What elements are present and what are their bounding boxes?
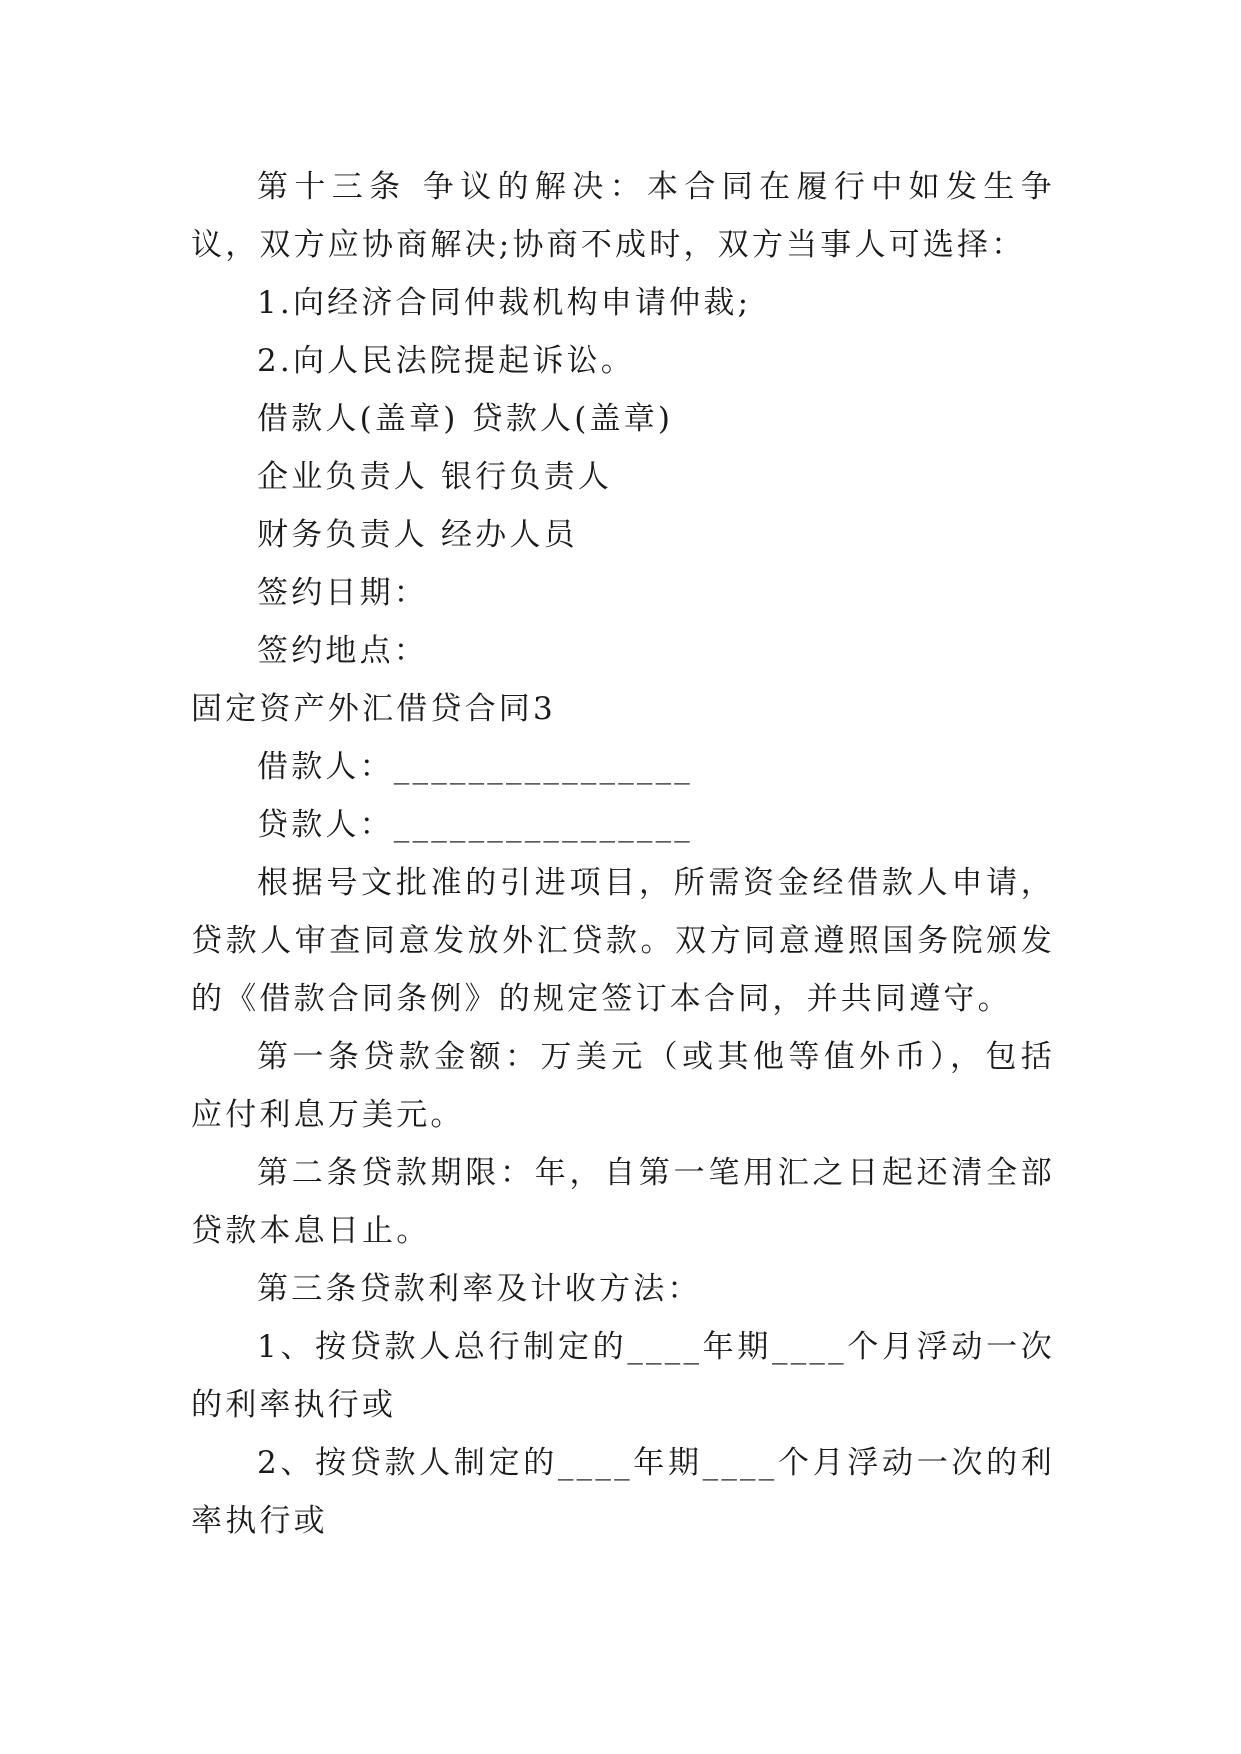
lender-line: 贷款人：________________ [257, 807, 693, 843]
signing-place-line: 签约地点： [257, 633, 428, 669]
clause-1-loan-amount: 第一条贷款金额：万美元（或其他等值外币），包括应付利息万美元。 [191, 1039, 1055, 1133]
signature-responsible-line: 企业负责人 银行负责人 [257, 459, 613, 495]
option-arbitration: 1.向经济合同仲裁机构申请仲裁; [257, 285, 752, 321]
clause-13-dispute-resolution: 第十三条 争议的解决：本合同在履行中如发生争议，双方应协商解决;协商不成时，双方当事人可选择： [191, 169, 1055, 263]
preamble-paragraph: 根据号文批准的引进项目，所需资金经借款人申请，贷款人审查同意发放外汇贷款。双方同意遵照国务院颁发的《借款合同条例》的规定签订本合同，并共同遵守。 [191, 865, 1055, 1017]
option-litigation: 2.向人民法院提起诉讼。 [257, 343, 635, 379]
borrower-line: 借款人：________________ [257, 749, 693, 785]
interest-option-1: 1、按贷款人总行制定的____年期____个月浮动一次的利率执行或 [191, 1329, 1055, 1423]
clause-3-interest-rate: 第三条贷款利率及计收方法： [257, 1271, 702, 1307]
signing-date-line: 签约日期： [257, 575, 428, 611]
contract-3-title: 固定资产外汇借贷合同3 [191, 691, 556, 727]
document-body [191, 158, 1055, 1550]
interest-option-2: 2、按贷款人制定的____年期____个月浮动一次的利率执行或 [191, 1445, 1055, 1539]
clause-2-loan-term: 第二条贷款期限：年，自第一笔用汇之日起还清全部贷款本息日止。 [191, 1155, 1055, 1249]
signature-finance-line: 财务负责人 经办人员 [257, 517, 578, 553]
signature-seal-line: 借款人(盖章) 贷款人(盖章) [257, 401, 674, 437]
